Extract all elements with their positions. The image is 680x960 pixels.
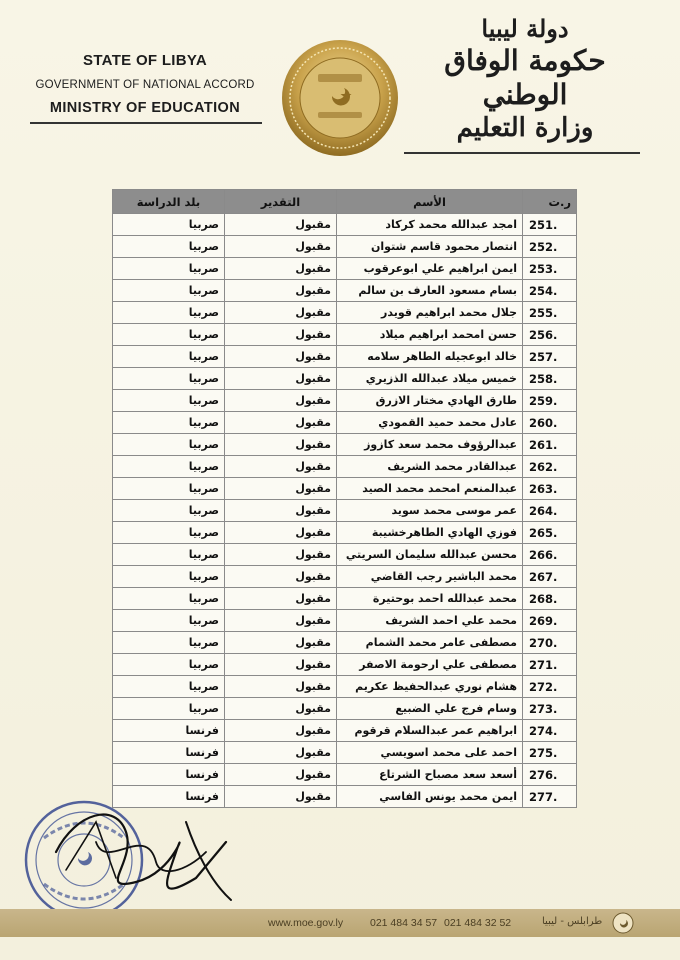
table-row [113, 478, 577, 500]
table-row [113, 280, 577, 302]
row-number: 268. [523, 588, 577, 610]
ministry-seal-logo [280, 38, 400, 158]
row-name: محسن عبدالله سليمان السريتي [337, 544, 523, 566]
row-country: صربيا [113, 522, 225, 544]
row-name: خالد ابوعجيله الطاهر سلامه [337, 346, 523, 368]
row-grade: مقبول [225, 368, 337, 390]
row-country: صربيا [113, 302, 225, 324]
row-name: عبدالقادر محمد الشريف [337, 456, 523, 478]
table-row [113, 390, 577, 412]
row-name: هشام نوري عبدالحفيظ عكريم [337, 676, 523, 698]
table-row [113, 500, 577, 522]
table-row [113, 522, 577, 544]
footer-city: طرابلس - ليبيا [542, 916, 603, 927]
row-grade: مقبول [225, 236, 337, 258]
table-header-row [113, 190, 577, 214]
header-arabic-state: دولة ليبيا [481, 14, 569, 43]
footer-phone-1: 021 484 34 57 [370, 917, 438, 929]
row-number: 271. [523, 654, 577, 676]
table-row [113, 346, 577, 368]
row-name: احمد على محمد اسويسي [337, 742, 523, 764]
header-arabic [410, 14, 640, 154]
row-country: صربيا [113, 368, 225, 390]
row-name: خميس ميلاد عبدالله الذزيري [337, 368, 523, 390]
row-country: صربيا [113, 654, 225, 676]
table-row [113, 324, 577, 346]
row-grade: مقبول [225, 346, 337, 368]
column-header-grade: التقدير [225, 190, 337, 214]
row-number: 260. [523, 412, 577, 434]
header-english-rule [30, 122, 262, 124]
row-country: فرنسا [113, 786, 225, 808]
row-grade: مقبول [225, 478, 337, 500]
header-government-title: GOVERNMENT OF NATIONAL ACCORD [35, 79, 255, 91]
table-row [113, 588, 577, 610]
row-country: صربيا [113, 214, 225, 236]
header-state-title: STATE OF LIBYA [83, 52, 207, 69]
row-country: صربيا [113, 610, 225, 632]
row-number: 263. [523, 478, 577, 500]
table-row [113, 368, 577, 390]
row-number: 269. [523, 610, 577, 632]
page-footer [0, 909, 680, 937]
row-number: 258. [523, 368, 577, 390]
table-row [113, 302, 577, 324]
row-name: ابراهيم عمر عبدالسلام قرقوم [337, 720, 523, 742]
row-number: 266. [523, 544, 577, 566]
row-grade: مقبول [225, 500, 337, 522]
row-name: وسام فرج علي الضبيع [337, 698, 523, 720]
row-country: صربيا [113, 698, 225, 720]
row-name: ايمن ابراهيم علي ابوعرقوب [337, 258, 523, 280]
row-number: 277. [523, 786, 577, 808]
row-country: صربيا [113, 478, 225, 500]
row-country: صربيا [113, 500, 225, 522]
row-name: حسن امحمد ابراهيم ميلاد [337, 324, 523, 346]
row-country: صربيا [113, 544, 225, 566]
footer-emblem-icon [612, 912, 634, 934]
row-country: صربيا [113, 236, 225, 258]
row-name: انتصار محمود قاسم شتوان [337, 236, 523, 258]
row-grade: مقبول [225, 764, 337, 786]
row-grade: مقبول [225, 654, 337, 676]
row-grade: مقبول [225, 544, 337, 566]
row-grade: مقبول [225, 302, 337, 324]
row-grade: مقبول [225, 676, 337, 698]
row-grade: مقبول [225, 434, 337, 456]
table-row [113, 676, 577, 698]
header-arabic-rule [404, 152, 640, 154]
row-grade: مقبول [225, 588, 337, 610]
header-english [30, 52, 260, 124]
row-grade: مقبول [225, 280, 337, 302]
row-country: صربيا [113, 346, 225, 368]
row-grade: مقبول [225, 258, 337, 280]
row-number: 262. [523, 456, 577, 478]
column-header-number: ر.ت [523, 190, 577, 214]
row-number: 261. [523, 434, 577, 456]
row-country: صربيا [113, 588, 225, 610]
row-country: صربيا [113, 390, 225, 412]
row-country: فرنسا [113, 742, 225, 764]
row-name: بسام مسعود العارف بن سالم [337, 280, 523, 302]
table-row [113, 434, 577, 456]
table-row [113, 456, 577, 478]
row-country: فرنسا [113, 764, 225, 786]
row-country: صربيا [113, 434, 225, 456]
table-row [113, 742, 577, 764]
row-name: طارق الهادي مختار الازرق [337, 390, 523, 412]
row-name: عمر موسى محمد سويد [337, 500, 523, 522]
table-row [113, 566, 577, 588]
row-number: 256. [523, 324, 577, 346]
footer-phone-2: 021 484 32 52 [444, 917, 512, 929]
row-grade: مقبول [225, 610, 337, 632]
row-name: مصطفى عامر محمد الشمام [337, 632, 523, 654]
row-grade: مقبول [225, 214, 337, 236]
row-name: عبدالرؤوف محمد سعد كازوز [337, 434, 523, 456]
row-grade: مقبول [225, 566, 337, 588]
row-name: محمد علي احمد الشريف [337, 610, 523, 632]
row-grade: مقبول [225, 324, 337, 346]
row-grade: مقبول [225, 456, 337, 478]
row-country: صربيا [113, 324, 225, 346]
row-number: 275. [523, 742, 577, 764]
row-name: جلال محمد ابراهيم قويدر [337, 302, 523, 324]
row-country: صربيا [113, 676, 225, 698]
row-name: امجد عبدالله محمد كركاد [337, 214, 523, 236]
header-ministry-title: MINISTRY OF EDUCATION [49, 100, 241, 116]
row-number: 254. [523, 280, 577, 302]
row-country: صربيا [113, 412, 225, 434]
column-header-name: الأسم [337, 190, 523, 214]
table-row [113, 236, 577, 258]
row-grade: مقبول [225, 522, 337, 544]
row-number: 276. [523, 764, 577, 786]
row-grade: مقبول [225, 742, 337, 764]
row-country: صربيا [113, 258, 225, 280]
row-grade: مقبول [225, 698, 337, 720]
table-row [113, 632, 577, 654]
row-number: 274. [523, 720, 577, 742]
header-arabic-ministry: وزارة التعليم [456, 113, 594, 143]
row-grade: مقبول [225, 390, 337, 412]
row-number: 270. [523, 632, 577, 654]
row-number: 272. [523, 676, 577, 698]
row-number: 251. [523, 214, 577, 236]
row-grade: مقبول [225, 720, 337, 742]
row-name: أسعد سعد مصباح الشرتاع [337, 764, 523, 786]
row-name: عادل محمد حميد القمودي [337, 412, 523, 434]
row-country: صربيا [113, 280, 225, 302]
row-name: عبدالمنعم امحمد محمد الصيد [337, 478, 523, 500]
table-row [113, 610, 577, 632]
row-number: 252. [523, 236, 577, 258]
handwritten-signature [36, 782, 246, 910]
table-row [113, 544, 577, 566]
row-number: 257. [523, 346, 577, 368]
header-arabic-government: حكومة الوفاق الوطني [444, 44, 606, 111]
row-number: 259. [523, 390, 577, 412]
row-name: مصطفى علي ارحومة الاصفر [337, 654, 523, 676]
row-number: 264. [523, 500, 577, 522]
row-number: 267. [523, 566, 577, 588]
row-country: صربيا [113, 456, 225, 478]
row-country: صربيا [113, 566, 225, 588]
table-row [113, 698, 577, 720]
table-row [113, 214, 577, 236]
row-name: محمد الباشير رجب القاضي [337, 566, 523, 588]
row-number: 253. [523, 258, 577, 280]
row-number: 255. [523, 302, 577, 324]
table-row [113, 258, 577, 280]
table-row [113, 720, 577, 742]
table-row [113, 412, 577, 434]
row-country: فرنسا [113, 720, 225, 742]
row-name: ايمن محمد يونس الفاسي [337, 786, 523, 808]
row-grade: مقبول [225, 412, 337, 434]
footer-website: www.moe.gov.ly [268, 917, 344, 929]
row-name: فوزي الهادي الطاهرخشيبة [337, 522, 523, 544]
students-table [112, 189, 577, 808]
row-country: صربيا [113, 632, 225, 654]
row-number: 273. [523, 698, 577, 720]
table-row [113, 654, 577, 676]
row-name: محمد عبدالله احمد بوحتيرة [337, 588, 523, 610]
row-number: 265. [523, 522, 577, 544]
column-header-country: بلد الدراسة [113, 190, 225, 214]
row-grade: مقبول [225, 786, 337, 808]
row-grade: مقبول [225, 632, 337, 654]
